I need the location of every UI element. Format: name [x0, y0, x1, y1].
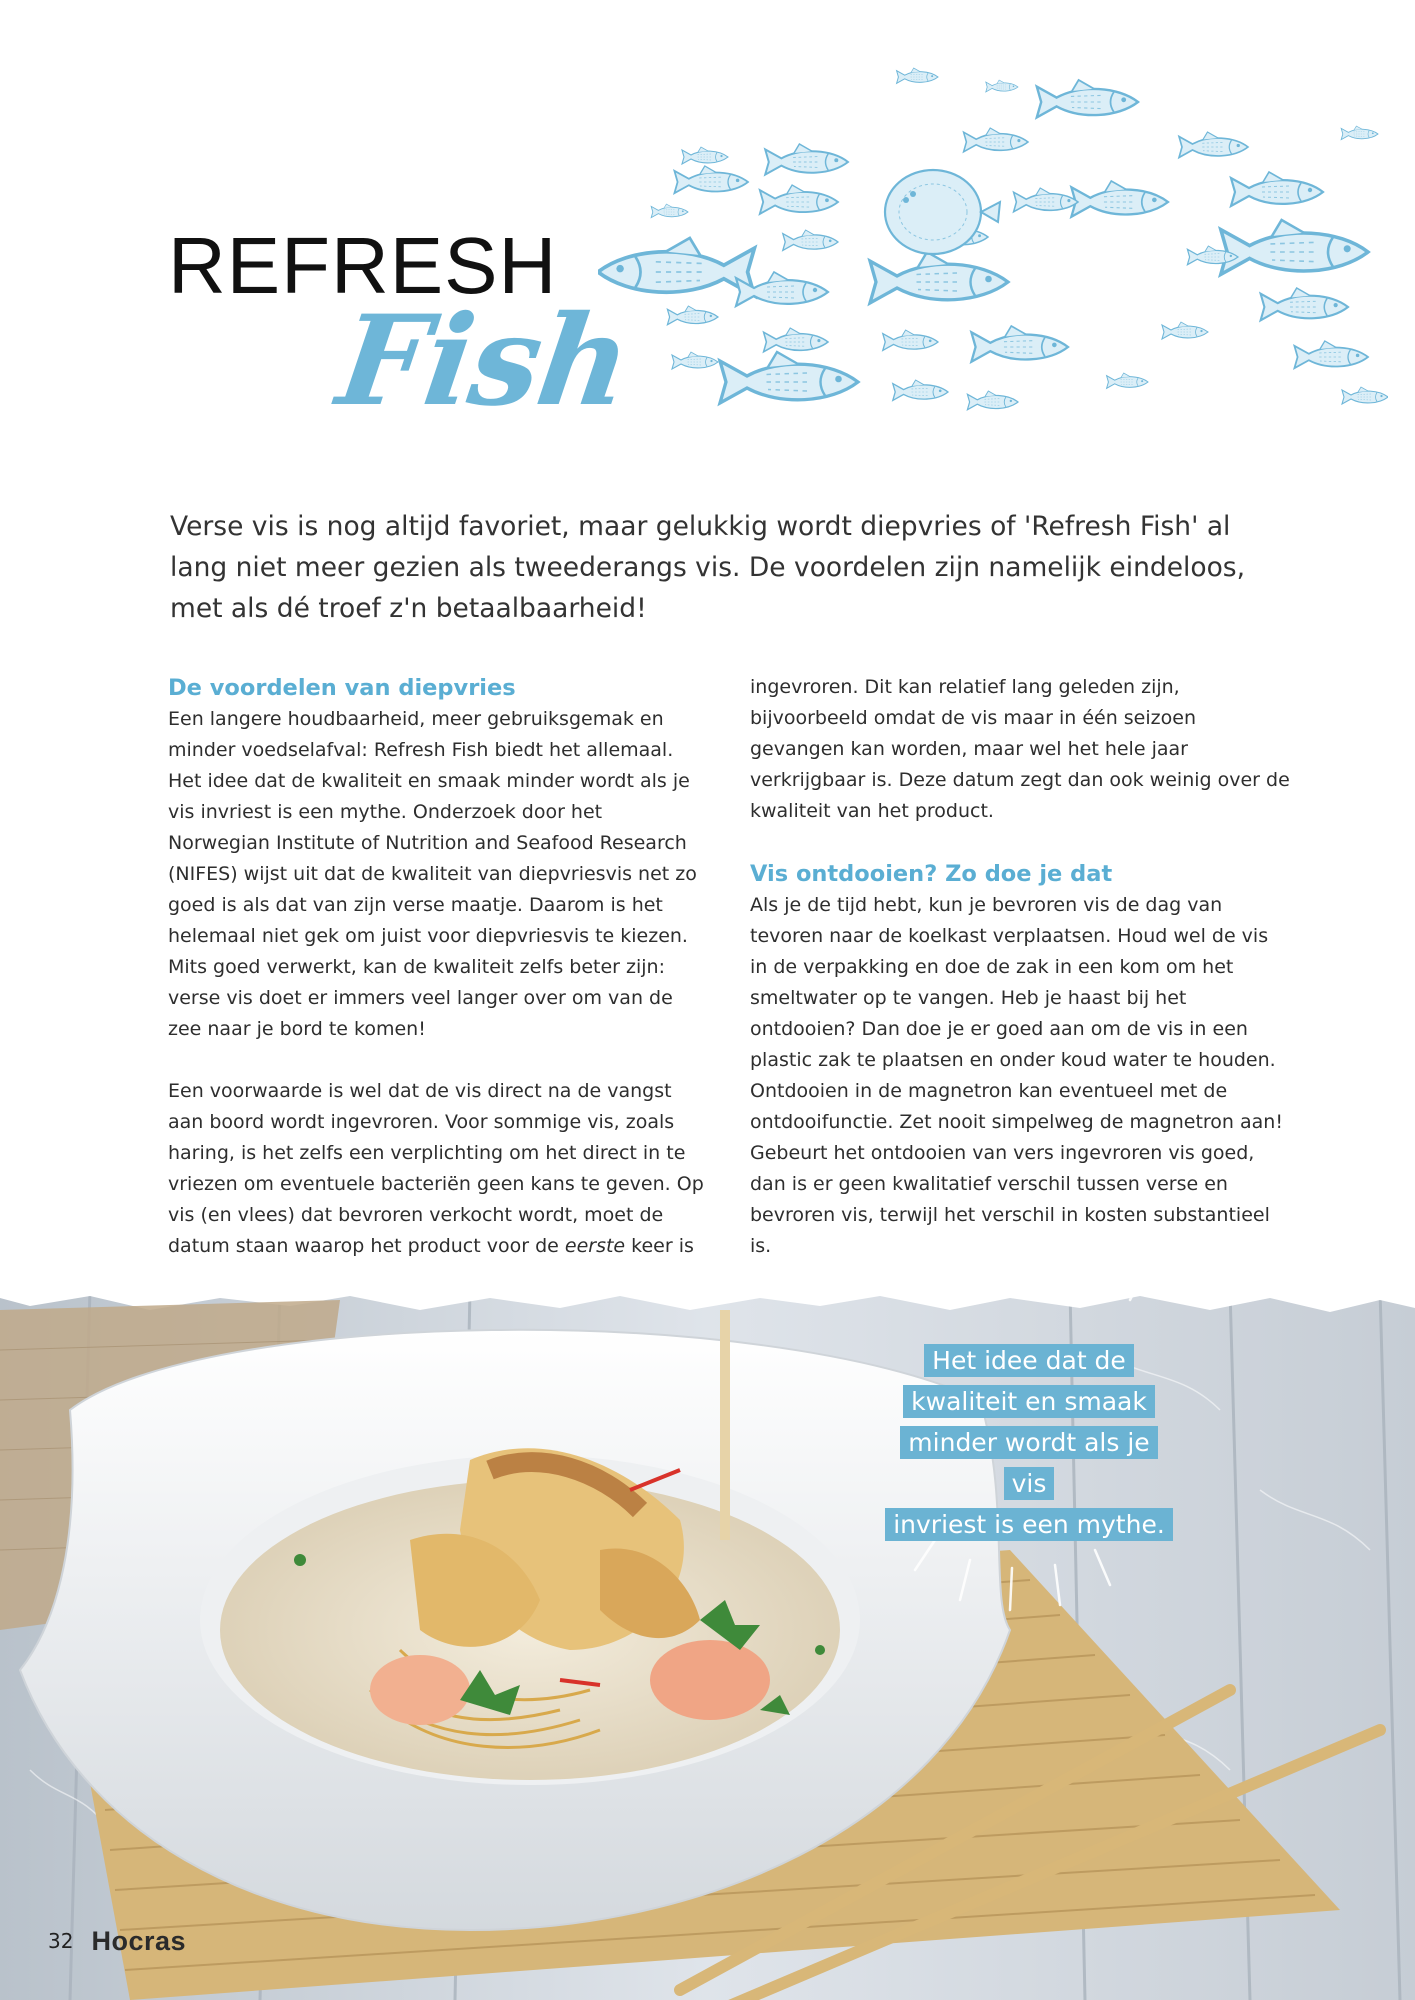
intro-paragraph: Verse vis is nog altijd favoriet, maar gelukkig wordt diepvries of 'Refresh Fish' al lang niet meer gezien als tweederangs vis. De voordelen zijn namelijk eindeloos, met als dé troef z'n betaalbaarheid!: [170, 511, 1246, 624]
right-paragraph-1: ingevroren. Dit kan relatief lang geleden zijn, bijvoorbeeld omdat de vis maar in één seizoen gevangen kan worden, maar wel het hele jaar verkrijgbaar is. Deze datum zegt dan ook weinig over de kwaliteit van het product.: [750, 676, 1290, 822]
pull-quote-line-1: Het idee dat de: [924, 1344, 1134, 1377]
section-heading-advantages: De voordelen van diepvries: [168, 675, 516, 701]
pull-quote-line-3: minder wordt als je vis: [900, 1426, 1157, 1500]
right-paragraph-2: Als je de tijd hebt, kun je bevroren vis de dag van tevoren naar de koelkast verplaatsen. Houd wel de vis in de verpakking en doe de zak in een kom om het smeltwater op te vangen. Heb je haast bij het ontdooien? Dan doe je er goed aan om de vis in een plastic zak te plaatsen en onder koud water te houden. Ontdooien in de magnetron kan eventueel met de ontdooifunctie. Zet nooit simpelweg de magnetron aan! Gebeurt het ontdooien van vers ingevroren vis goed, dan is er geen kwalitatief verschil tussen verse en bevroren vis, terwijl het verschil in kosten substantieel is.: [750, 894, 1283, 1257]
left-column: [168, 672, 708, 1293]
fish-icon: [598, 68, 1388, 410]
page-footer: [48, 1926, 186, 1956]
section-heading-thawing: Vis ontdooien? Zo doe je dat: [750, 861, 1113, 887]
flatfish-icon: [885, 170, 1000, 254]
brand-logo: Hocras: [91, 1925, 186, 1956]
fish-school-illustration: [598, 52, 1388, 432]
pull-quote: [884, 1340, 1174, 1545]
pull-quote-line-4: invriest is een mythe.: [885, 1508, 1173, 1541]
right-column: [750, 672, 1290, 1293]
left-paragraph-2-text: Een voorwaarde is wel dat de vis direct na de vangst aan boord wordt ingevroren. Voor sommige vis, zoals haring, is het zelfs een verplichting om het direct in te vriezen om eventuele bacteriën geen kans te geven. Op vis (en vlees) dat bevroren verkocht wordt, moet de datum staan waarop het product voor de: [168, 1080, 704, 1257]
title-fish: Fish: [329, 289, 638, 434]
left-paragraph-2: [168, 1076, 708, 1262]
left-paragraph-2-emphasis: eerste: [564, 1235, 626, 1257]
food-photo: [0, 1290, 1415, 2000]
page-number: 32: [48, 1929, 74, 1953]
left-paragraph-2-end: keer is: [625, 1235, 694, 1257]
pull-quote-line-2: kwaliteit en smaak: [903, 1385, 1155, 1418]
title-refresh: REFRESH: [168, 221, 558, 310]
left-paragraph-1: Een langere houdbaarheid, meer gebruiksgemak en minder voedselafval: Refresh Fish biedt het allemaal. Het idee dat de kwaliteit en smaak minder wordt als je vis invriest is een mythe. Onderzoek door het Norwegian Institute of Nutrition and Seafood Research (NIFES) wijst uit dat de kwaliteit van diepvriesvis net zo goed is als dat van zijn verse maatje. Daarom is het helemaal niet gek om juist voor diepvriesvis te kiezen. Mits goed verwerkt, kan de kwaliteit zelfs beter zijn: verse vis doet er immers veel langer over om van de zee naar je bord te komen!: [168, 708, 697, 1040]
